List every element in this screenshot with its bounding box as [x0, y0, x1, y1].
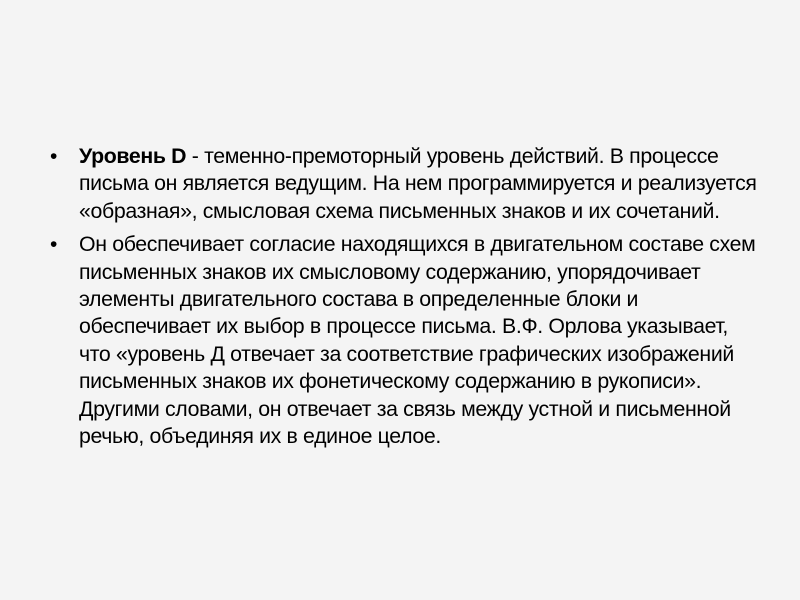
- bullet-bold-lead: Уровень D: [79, 144, 187, 168]
- bullet-marker: •: [50, 233, 58, 257]
- bullet-text: - теменно-премоторный уровень действий. В процессе письма он является ведущим. На нем программируется и реализуется «образная», смысловая схема письменных знаков и их сочетаний.: [79, 144, 757, 223]
- bullet-item-level-d: [50, 143, 760, 225]
- bullet-text: Он обеспечивает согласие находящихся в двигательном составе схем письменных знаков их смысловому содержанию, упорядочивает элементы двигательного состава в определенные блоки и обеспечивает их выбор в процессе письма. В.Ф. Орлова указывает, что «уровень Д отвечает за соответствие графических изображений письменных знаков их фонетическому содержанию в рукописи». Другими словами, он отвечает за связь между устной и письменной речью, объединяя их в единое целое.: [79, 232, 756, 449]
- bullet-item-description: [50, 231, 760, 450]
- bullet-marker: •: [50, 145, 58, 168]
- bullet-list: [50, 143, 760, 456]
